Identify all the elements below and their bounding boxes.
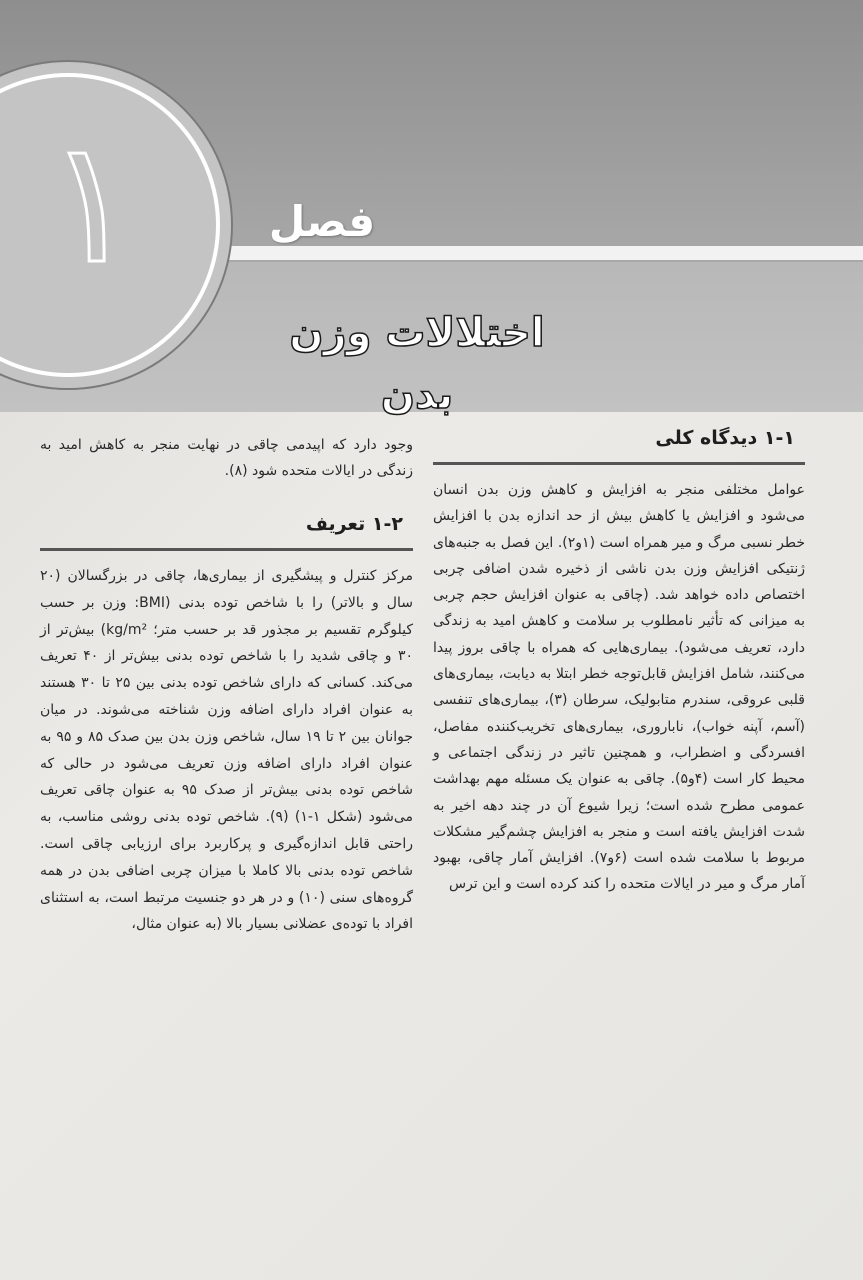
chapter-number: ۱ <box>46 104 138 302</box>
definition-paragraph: مرکز کنترل و پیشگیری از بیماری‌ها، چاقی در بزرگسالان (۲۰ سال و بالاتر) را با شاخص توده بدنی (BMI: وزن بر حسب کیلوگرم تقسیم بر مجذور قد بر حسب متر؛ kg/m²) بیش‌تر از ۳۰ و چاقی شدید را با شاخص توده بدنی بیش‌تر از ۴۰ تعریف می‌کند. کسانی که دارای شاخص توده بدنی بین ۲۵ تا ۳۰ هستند به عنوان افراد دارای اضافه وزن شناخته می‌شوند. در میان جوانان بین ۲ تا ۱۹ سال، شاخص وزن بدن بین صدک ۸۵ و ۹۵ به عنوان افراد دارای اضافه وزن تعریف می‌شود در حالی که شاخص توده بدنی بیش‌تر از صدک ۹۵ به عنوان چاقی تعریف می‌شود (شکل ۱-۱) (۹). شاخص توده بدنی روشی مناسب، به راحتی قابل اندازه‌گیری و پرکاربرد برای ارزیابی چاقی است. شاخص توده بدنی بالا کاملا با میزان چربی اضافی بدن در همه گروه‌های سنی (۱۰) و در هر دو جنسیت مرتبط است، به استثنای افراد با توده‌ی عضلانی بسیار بالا (به عنوان مثال، <box>40 568 414 933</box>
chapter-label: فصل <box>268 197 376 246</box>
section-heading-overview: ۱-۱ دیدگاه کلی <box>655 427 795 449</box>
section-rule <box>433 462 805 465</box>
left-column <box>40 432 413 938</box>
section-rule <box>40 548 413 551</box>
continued-paragraph: وجود دارد که اپیدمی چاقی در نهایت منجر به کاهش امید به زندگی در ایالات متحده شود (۸). <box>40 437 413 479</box>
overview-paragraph: عوامل مختلفی منجر به افزایش و کاهش وزن بدن انسان می‌شود و افزایش یا کاهش بیش از حد اندازه بدن با افزایش خطر نسبی مرگ و میر همراه است (۱و۲). این فصل به جنبه‌های ژنتیکی افزایش وزن بدن ناشی از ذخیره شدن اضافی چربی اختصاص داده خواهد شد. (چاقی به عنوان افزایش حجم چربی به میزانی که تأثیر نامطلوب بر سلامت و کاهش امید به زندگی دارد، تعریف می‌شود). بیماری‌هایی که همراه با چاقی بروز پیدا می‌کنند، شامل افزایش قابل‌توجه خطر ابتلا به دیابت، بیماری‌های قلبی عروقی، سندرم متابولیک، سرطان (۳)، بیماری‌های تنفسی (آسم، آپنه خواب)، ناباروری، بیماری‌های تخریب‌کننده مفاصل، افسردگی و اضطراب، و همچنین تاثیر در زندگی اجتماعی و محیط کار است (۴و۵). چاقی به عنوان یک مسئله مهم بهداشت عمومی مطرح شده است؛ زیرا شیوع آن در چند دهه اخیر به شدت افزایش یافته است و منجر به افزایش چشم‌گیر مشکلات مربوط با سلامت شده است (۶و۷). افزایش آمار چاقی، بهبود آمار مرگ و میر در ایالات متحده را کند کرده است و این ترس <box>433 482 806 893</box>
section-heading-definition: ۱-۲ تعریف <box>305 513 403 535</box>
right-column <box>433 418 805 898</box>
chapter-title: اختلالات وزن بدن <box>289 310 545 418</box>
